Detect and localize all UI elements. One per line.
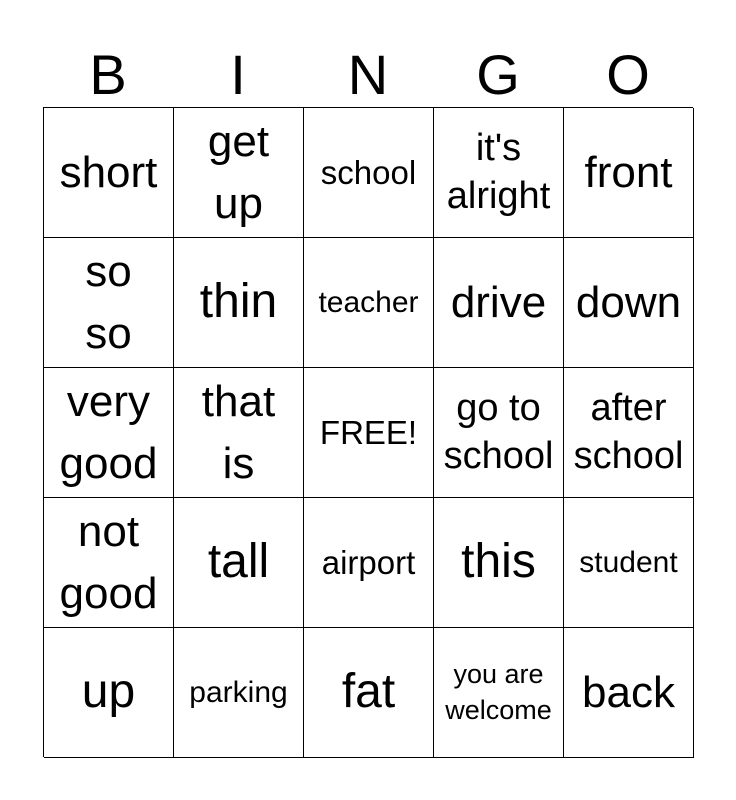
cell-text: up bbox=[81, 665, 136, 719]
bingo-board bbox=[43, 107, 693, 757]
bingo-cell-r4c2[interactable] bbox=[174, 498, 304, 628]
cell-text: this bbox=[461, 535, 536, 589]
cell-text: drive bbox=[450, 277, 547, 327]
cell-text: that is bbox=[201, 376, 276, 488]
cell-text: it's alright bbox=[446, 127, 551, 217]
bingo-cell-r2c2[interactable] bbox=[174, 238, 304, 368]
bingo-cell-r1c5[interactable] bbox=[564, 108, 694, 238]
bingo-cell-r3c1[interactable] bbox=[44, 368, 174, 498]
cell-text: front bbox=[584, 147, 673, 197]
bingo-cell-r2c1[interactable] bbox=[44, 238, 174, 368]
bingo-cell-r1c1[interactable] bbox=[44, 108, 174, 238]
cell-text: not good bbox=[59, 506, 158, 618]
cell-text: student bbox=[579, 545, 678, 579]
cell-text: teacher bbox=[318, 285, 419, 319]
bingo-cell-r3c4[interactable] bbox=[434, 368, 564, 498]
bingo-cell-r5c1[interactable] bbox=[44, 628, 174, 758]
cell-text: get up bbox=[207, 116, 270, 228]
cell-text: short bbox=[59, 147, 158, 197]
bingo-cell-r5c3[interactable] bbox=[304, 628, 434, 758]
bingo-cell-r5c4[interactable] bbox=[434, 628, 564, 758]
bingo-cell-r2c3[interactable] bbox=[304, 238, 434, 368]
cell-text: thin bbox=[199, 275, 278, 329]
header-letter-o: O bbox=[606, 43, 650, 106]
header-letter-i: I bbox=[230, 43, 246, 106]
bingo-cell-r5c5[interactable] bbox=[564, 628, 694, 758]
cell-text: go to school bbox=[443, 387, 554, 477]
cell-text: airport bbox=[321, 543, 416, 581]
bingo-cell-r3c3-free bbox=[304, 368, 434, 498]
free-space-label: FREE! bbox=[319, 413, 418, 451]
header-letter-g: G bbox=[476, 43, 520, 106]
bingo-cell-r1c2[interactable] bbox=[174, 108, 304, 238]
cell-text: you are welcome bbox=[445, 659, 552, 725]
cell-text: so so bbox=[85, 246, 132, 358]
cell-text: back bbox=[582, 667, 675, 717]
header-letter-n: N bbox=[347, 43, 389, 106]
cell-text: down bbox=[575, 277, 682, 327]
bingo-cell-r4c3[interactable] bbox=[304, 498, 434, 628]
header-letter-b: B bbox=[89, 43, 127, 106]
bingo-cell-r3c2[interactable] bbox=[174, 368, 304, 498]
cell-text: very good bbox=[59, 376, 158, 488]
bingo-cell-r4c5[interactable] bbox=[564, 498, 694, 628]
bingo-cell-r1c3[interactable] bbox=[304, 108, 434, 238]
cell-text: after school bbox=[573, 387, 684, 477]
bingo-cell-r2c4[interactable] bbox=[434, 238, 564, 368]
bingo-cell-r2c5[interactable] bbox=[564, 238, 694, 368]
bingo-cell-r1c4[interactable] bbox=[434, 108, 564, 238]
bingo-header bbox=[43, 44, 693, 106]
cell-text: tall bbox=[207, 535, 270, 589]
bingo-cell-r5c2[interactable] bbox=[174, 628, 304, 758]
cell-text: fat bbox=[341, 665, 396, 719]
cell-text: school bbox=[320, 153, 417, 191]
bingo-cell-r4c4[interactable] bbox=[434, 498, 564, 628]
bingo-cell-r3c5[interactable] bbox=[564, 368, 694, 498]
cell-text: parking bbox=[189, 675, 288, 709]
bingo-cell-r4c1[interactable] bbox=[44, 498, 174, 628]
